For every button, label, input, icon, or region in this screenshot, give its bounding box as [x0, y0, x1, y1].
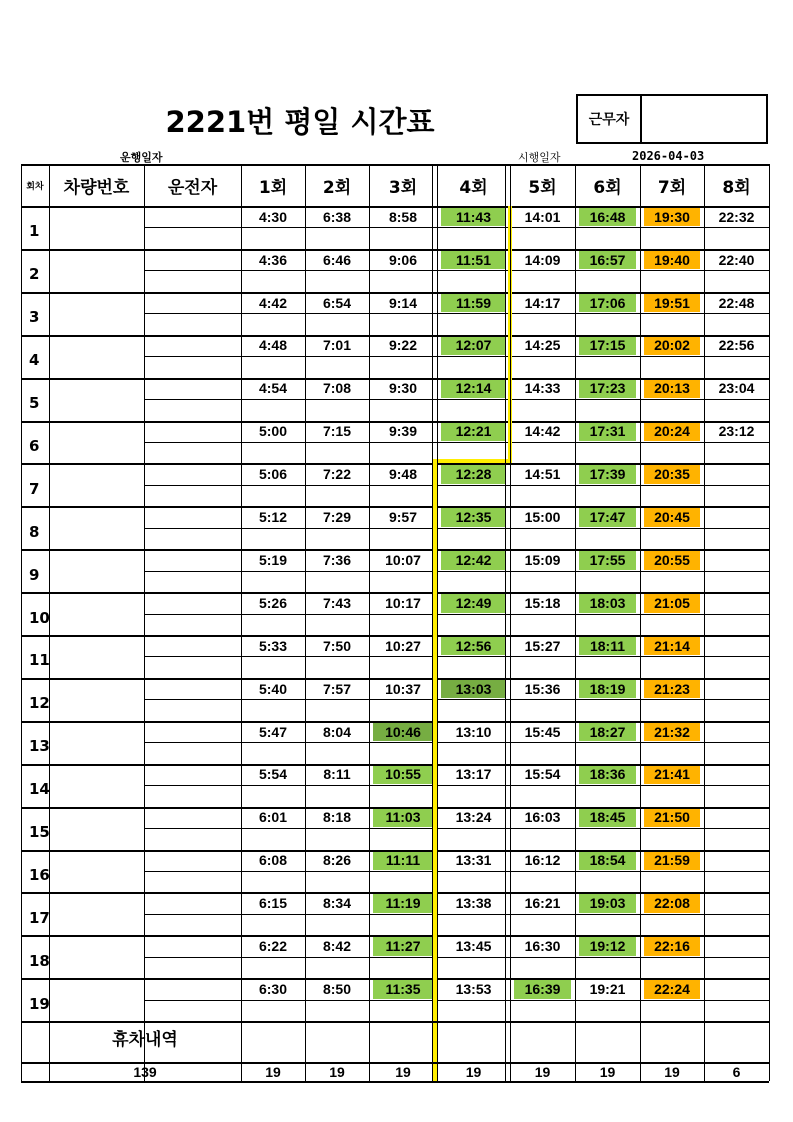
row-border — [21, 892, 769, 894]
departure-time: 6:08 — [258, 852, 288, 869]
rest-label: 휴차내역 — [112, 1030, 178, 1051]
departure-time: 21:50 — [644, 808, 700, 827]
departure-time: 16:57 — [579, 250, 636, 269]
header-vehicle: 차량번호 — [63, 177, 130, 198]
departure-time: 18:03 — [579, 593, 636, 612]
row-border — [21, 206, 769, 208]
row-half-line — [144, 571, 769, 572]
row-number: 16 — [29, 865, 50, 884]
departure-time — [708, 936, 765, 955]
departure-time: 15:09 — [524, 551, 561, 568]
row-half-line — [144, 313, 769, 314]
total-trip-2: 19 — [329, 1063, 345, 1080]
departure-time: 7:22 — [322, 466, 352, 483]
total-trip-1: 19 — [265, 1063, 281, 1080]
departure-time: 11:59 — [441, 293, 506, 312]
departure-time: 4:36 — [258, 251, 288, 268]
departure-time: 13:38 — [455, 895, 492, 912]
header-top-border — [21, 164, 769, 166]
row-half-line — [144, 828, 769, 829]
column-border — [704, 164, 705, 1081]
departure-time: 22:40 — [718, 251, 755, 268]
row-number: 6 — [29, 436, 40, 455]
row-border — [21, 292, 769, 294]
departure-time: 6:54 — [322, 294, 352, 311]
row-number: 9 — [29, 565, 40, 584]
header-round: 회차 — [26, 181, 44, 192]
departure-time: 7:29 — [322, 509, 352, 526]
run-date-label: 운행일자 — [120, 151, 163, 164]
departure-time: 16:12 — [524, 852, 561, 869]
departure-time: 12:07 — [441, 336, 506, 355]
page-title: 2221번 평일 시간표 — [165, 105, 435, 139]
departure-time: 12:49 — [441, 593, 506, 612]
departure-time: 21:14 — [644, 636, 700, 655]
column-border — [510, 164, 511, 1081]
total-trip-7: 19 — [664, 1063, 680, 1080]
departure-time: 23:12 — [718, 423, 755, 440]
departure-time: 22:56 — [718, 337, 755, 354]
total-overall: 139 — [133, 1063, 157, 1080]
departure-time: 14:09 — [524, 251, 561, 268]
row-border — [21, 335, 769, 337]
departure-time: 11:51 — [441, 250, 506, 269]
row-half-line — [144, 614, 769, 615]
departure-time: 17:55 — [579, 550, 636, 569]
row-number: 12 — [29, 694, 50, 713]
header-trip-2: 2회 — [322, 177, 352, 198]
departure-time: 7:01 — [322, 337, 352, 354]
departure-time: 21:41 — [644, 765, 700, 784]
row-half-line — [144, 528, 769, 529]
departure-time: 9:14 — [388, 294, 418, 311]
departure-time: 18:27 — [579, 722, 636, 741]
header-trip-4: 4회 — [459, 177, 488, 198]
departure-time: 7:08 — [322, 380, 352, 397]
effective-date-label: 시행일자 — [518, 151, 561, 164]
departure-time — [708, 893, 765, 912]
departure-time: 5:19 — [258, 551, 288, 568]
row-half-line — [144, 399, 769, 400]
departure-time: 8:11 — [323, 766, 351, 783]
departure-time: 10:27 — [385, 637, 421, 654]
departure-time: 6:46 — [322, 251, 352, 268]
column-border — [437, 164, 438, 1081]
departure-time: 16:21 — [524, 895, 561, 912]
departure-time: 12:21 — [441, 422, 506, 441]
row-border — [21, 421, 769, 423]
row-half-line — [144, 270, 769, 271]
departure-time: 7:36 — [322, 551, 352, 568]
departure-time — [708, 979, 765, 998]
departure-time: 13:31 — [455, 852, 492, 869]
departure-time: 21:23 — [644, 679, 700, 698]
row-half-line — [144, 485, 769, 486]
row-number: 11 — [29, 651, 50, 670]
departure-time: 8:26 — [322, 852, 352, 869]
row-number: 7 — [29, 479, 40, 498]
row-number: 4 — [29, 351, 40, 370]
header-trip-5: 5회 — [528, 177, 557, 198]
double-border — [505, 164, 506, 1081]
departure-time: 11:35 — [373, 979, 433, 998]
total-trip-4: 19 — [465, 1063, 482, 1080]
row-half-line — [144, 785, 769, 786]
departure-time: 13:10 — [455, 723, 492, 740]
effective-date: 2026-04-03 — [632, 149, 705, 163]
header-trip-3: 3회 — [388, 177, 418, 198]
departure-time: 8:42 — [322, 938, 352, 955]
departure-time: 17:31 — [579, 422, 636, 441]
row-border — [21, 721, 769, 723]
row-border — [21, 506, 769, 508]
departure-time: 8:18 — [322, 809, 352, 826]
row-border — [21, 549, 769, 551]
double-border — [432, 164, 433, 1081]
row-half-line — [144, 656, 769, 657]
departure-time: 16:39 — [514, 979, 571, 998]
departure-time: 22:24 — [644, 979, 700, 998]
departure-time — [708, 593, 765, 612]
departure-time: 5:40 — [258, 680, 288, 697]
departure-time: 15:45 — [524, 723, 561, 740]
row-border — [21, 378, 769, 380]
departure-time: 8:04 — [322, 723, 352, 740]
total-trip-6: 19 — [599, 1063, 616, 1080]
departure-time: 23:04 — [718, 380, 755, 397]
departure-time: 12:35 — [441, 507, 506, 526]
departure-time: 9:57 — [388, 509, 418, 526]
departure-time: 18:36 — [579, 765, 636, 784]
departure-time: 14:01 — [524, 208, 561, 225]
departure-time: 16:03 — [524, 809, 561, 826]
row-half-line — [144, 742, 769, 743]
row-border — [21, 463, 769, 465]
departure-time: 15:00 — [524, 509, 561, 526]
header-driver: 운전자 — [167, 177, 218, 198]
departure-time: 18:19 — [579, 679, 636, 698]
total-trip-3: 19 — [395, 1063, 411, 1080]
row-border — [21, 978, 769, 980]
departure-time: 18:11 — [579, 636, 636, 655]
departure-time: 21:05 — [644, 593, 700, 612]
departure-time: 5:33 — [258, 637, 288, 654]
departure-time: 6:15 — [258, 895, 288, 912]
departure-time: 4:42 — [258, 294, 288, 311]
row-number: 15 — [29, 823, 50, 842]
departure-time: 20:24 — [644, 422, 700, 441]
departure-time: 15:27 — [524, 637, 561, 654]
departure-time: 9:48 — [388, 466, 418, 483]
departure-time: 5:26 — [258, 594, 288, 611]
departure-time: 16:30 — [524, 938, 561, 955]
departure-time: 21:59 — [644, 851, 700, 870]
departure-time: 9:30 — [388, 380, 418, 397]
column-border — [144, 164, 145, 1081]
row-half-line — [144, 356, 769, 357]
row-half-line — [144, 957, 769, 958]
row-border — [21, 592, 769, 594]
column-border — [640, 164, 641, 1081]
departure-time: 17:23 — [579, 379, 636, 398]
departure-time: 5:06 — [258, 466, 288, 483]
row-number: 1 — [29, 222, 40, 241]
departure-time: 4:54 — [258, 380, 288, 397]
departure-time: 5:47 — [258, 723, 288, 740]
departure-time: 13:24 — [455, 809, 492, 826]
departure-time: 9:39 — [388, 423, 418, 440]
departure-time: 20:45 — [644, 507, 700, 526]
departure-time: 15:36 — [524, 680, 561, 697]
departure-time — [708, 851, 765, 870]
departure-time: 13:17 — [455, 766, 492, 783]
departure-time: 10:07 — [385, 551, 421, 568]
departure-time: 4:30 — [258, 208, 288, 225]
departure-time: 9:06 — [388, 251, 418, 268]
departure-time: 19:21 — [589, 980, 626, 997]
column-border — [769, 164, 770, 1081]
column-border — [21, 164, 22, 1081]
worker-label: 근무자 — [588, 112, 630, 128]
row-number: 10 — [29, 608, 50, 627]
departure-time: 20:55 — [644, 550, 700, 569]
column-border — [369, 164, 370, 1081]
departure-time: 13:45 — [455, 938, 492, 955]
departure-time: 6:22 — [258, 938, 288, 955]
departure-time: 7:43 — [322, 594, 352, 611]
row-number: 18 — [29, 951, 50, 970]
departure-time: 8:34 — [322, 895, 352, 912]
departure-time: 14:25 — [524, 337, 561, 354]
departure-time: 11:43 — [441, 207, 506, 226]
departure-time: 5:54 — [258, 766, 288, 783]
row-border — [21, 764, 769, 766]
departure-time: 10:37 — [385, 680, 421, 697]
header-trip-1: 1회 — [258, 177, 288, 198]
departure-time: 9:22 — [388, 337, 418, 354]
departure-time: 16:48 — [579, 207, 636, 226]
total-trip-8: 6 — [732, 1063, 741, 1080]
row-half-line — [144, 699, 769, 700]
departure-time: 13:03 — [441, 679, 506, 698]
departure-time: 6:30 — [258, 980, 288, 997]
departure-time: 20:02 — [644, 336, 700, 355]
departure-time: 11:11 — [373, 851, 433, 870]
departure-time: 6:01 — [258, 809, 288, 826]
departure-time: 10:55 — [373, 765, 433, 784]
column-border — [305, 164, 306, 1081]
departure-time: 22:48 — [718, 294, 755, 311]
departure-time — [708, 765, 765, 784]
departure-time: 15:54 — [524, 766, 561, 783]
departure-time: 13:53 — [455, 980, 492, 997]
departure-time: 18:54 — [579, 851, 636, 870]
row-number: 14 — [29, 780, 50, 799]
column-border — [241, 164, 242, 1081]
departure-time: 12:56 — [441, 636, 506, 655]
departure-time: 17:47 — [579, 507, 636, 526]
departure-time: 15:18 — [524, 594, 561, 611]
departure-time: 17:15 — [579, 336, 636, 355]
row-number: 19 — [29, 994, 50, 1013]
row-border — [21, 807, 769, 809]
departure-time — [708, 808, 765, 827]
departure-time: 5:12 — [258, 509, 288, 526]
departure-time: 17:06 — [579, 293, 636, 312]
departure-time: 19:03 — [579, 893, 636, 912]
departure-time: 12:14 — [441, 379, 506, 398]
row-border — [21, 850, 769, 852]
departure-time: 19:51 — [644, 293, 700, 312]
row-half-line — [144, 871, 769, 872]
departure-time: 22:08 — [644, 893, 700, 912]
row-number: 2 — [29, 265, 40, 284]
table-bottom-border — [21, 1081, 769, 1083]
departure-time: 18:45 — [579, 808, 636, 827]
departure-time: 20:13 — [644, 379, 700, 398]
departure-time: 14:42 — [524, 423, 561, 440]
departure-time — [708, 550, 765, 569]
departure-time: 7:15 — [322, 423, 352, 440]
departure-time: 8:50 — [322, 980, 352, 997]
row-border — [21, 635, 769, 637]
departure-time: 10:46 — [373, 722, 433, 741]
departure-time: 4:48 — [258, 337, 288, 354]
departure-time — [708, 507, 765, 526]
row-half-line — [144, 442, 769, 443]
departure-time: 11:03 — [373, 808, 433, 827]
departure-time: 7:57 — [322, 680, 352, 697]
departure-time: 17:39 — [579, 464, 636, 483]
row-number: 3 — [29, 308, 40, 327]
header-trip-6: 6회 — [593, 177, 622, 198]
total-trip-5: 19 — [534, 1063, 551, 1080]
departure-time: 19:40 — [644, 250, 700, 269]
row-half-line — [144, 914, 769, 915]
departure-time: 8:58 — [388, 208, 418, 225]
departure-time: 14:17 — [524, 294, 561, 311]
departure-time — [708, 464, 765, 483]
break-marker-bottom — [437, 459, 512, 463]
departure-time: 22:16 — [644, 936, 700, 955]
departure-time: 11:27 — [373, 936, 433, 955]
header-trip-7: 7회 — [657, 177, 687, 198]
departure-time: 20:35 — [644, 464, 700, 483]
row-number: 17 — [29, 908, 50, 927]
departure-time: 12:42 — [441, 550, 506, 569]
row-number: 5 — [29, 394, 40, 413]
departure-time: 19:30 — [644, 207, 700, 226]
departure-time — [708, 636, 765, 655]
column-border — [575, 164, 576, 1081]
departure-time: 14:33 — [524, 380, 561, 397]
departure-time: 14:51 — [524, 466, 561, 483]
departure-time: 19:12 — [579, 936, 636, 955]
departure-time: 21:32 — [644, 722, 700, 741]
row-number: 13 — [29, 737, 50, 756]
row-border — [21, 935, 769, 937]
departure-time — [708, 722, 765, 741]
departure-time — [708, 679, 765, 698]
departure-time: 11:19 — [373, 893, 433, 912]
departure-time: 5:00 — [258, 423, 288, 440]
column-border — [49, 164, 50, 1081]
departure-time: 6:38 — [322, 208, 352, 225]
row-half-line — [144, 1000, 769, 1001]
row-border — [21, 249, 769, 251]
departure-time: 22:32 — [718, 208, 755, 225]
departure-time: 12:28 — [441, 464, 506, 483]
row-number: 8 — [29, 522, 40, 541]
departure-time: 7:50 — [322, 637, 352, 654]
header-trip-8: 8회 — [722, 177, 751, 198]
departure-time: 10:17 — [385, 594, 421, 611]
row-border — [21, 678, 769, 680]
row-half-line — [144, 227, 769, 228]
